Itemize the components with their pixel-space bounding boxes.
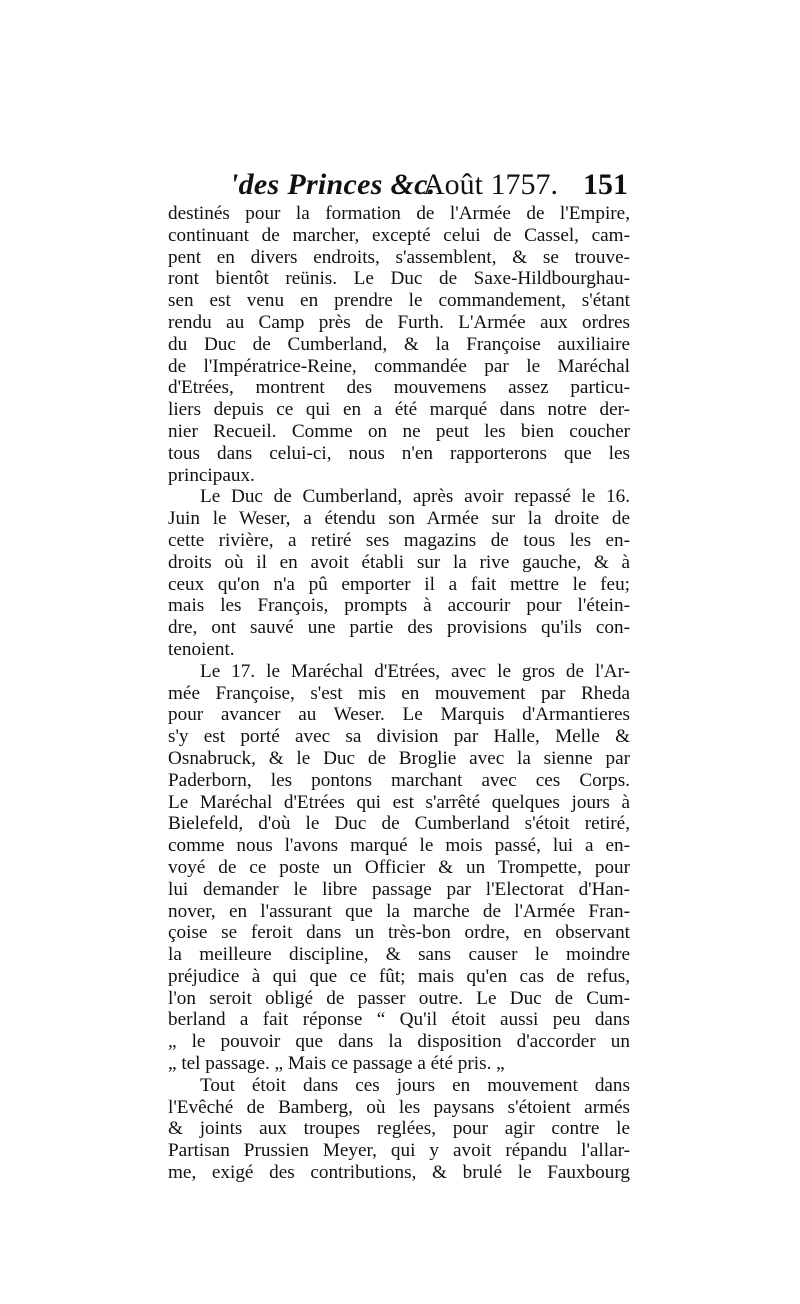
text-line: Tout étoit dans ces jours en mouvement dans (200, 1074, 630, 1096)
text-line: lui demander le libre passage par l'Electorat d'Han- (168, 878, 630, 900)
text-line: principaux. (168, 464, 255, 486)
text-line: Bielefeld, d'où le Duc de Cumberland s'étoit retiré, (168, 813, 630, 835)
text-line: Le Duc de Cumberland, après avoir repassé le 16. (200, 486, 630, 508)
text-line: liers depuis ce qui en a été marqué dans notre der- (168, 399, 630, 421)
text-line: dre, ont sauvé une partie des provisions qu'ils con- (168, 617, 630, 639)
text-line: nover, en l'assurant que la marche de l'Armée Fran- (168, 900, 630, 922)
page-number: 151 (583, 168, 628, 201)
text-line: ront bientôt reünis. Le Duc de Saxe-Hildbourghau- (168, 268, 630, 290)
text-line: pent en divers endroits, s'assemblent, & se trouve- (168, 246, 630, 268)
text-line: cette rivière, a retiré ses magazins de tous les en- (168, 529, 630, 551)
text-line: çoise se feroit dans un très-bon ordre, en observant (168, 922, 630, 944)
text-line: tenoient. (168, 638, 235, 660)
text-line: ceux qu'on n'a pû emporter il a fait mettre le feu; (168, 573, 630, 595)
text-line: berland a fait réponse “ Qu'il étoit aussi peu dans (168, 1009, 630, 1031)
running-title: 'des Princes &c. (230, 168, 436, 201)
text-line: Osnabruck, & le Duc de Broglie avec la sienne par (168, 747, 630, 769)
text-line: rendu au Camp près de Furth. L'Armée aux ordres (168, 311, 630, 333)
text-line: Le 17. le Maréchal d'Etrées, avec le gros de l'Ar- (200, 660, 630, 682)
text-line: la meilleure discipline, & sans causer le moindre (168, 944, 630, 966)
running-header (230, 168, 630, 204)
body-text (168, 203, 630, 1184)
text-line: nier Recueil. Comme on ne peut les bien coucher (168, 420, 630, 442)
text-line: du Duc de Cumberland, & la Françoise auxiliaire (168, 333, 630, 355)
text-line: Paderborn, les pontons marchant avec ces Corps. (168, 769, 630, 791)
text-line: d'Etrées, montrent des mouvemens assez particu- (168, 377, 630, 399)
text-line: l'Evêché de Bamberg, où les paysans s'étoient armés (168, 1096, 630, 1118)
text-line: mée Françoise, s'est mis en mouvement par Rheda (168, 682, 630, 704)
text-line: pour avancer au Weser. Le Marquis d'Armantieres (168, 704, 630, 726)
running-date: Août 1757. (423, 168, 558, 201)
text-line: de l'Impératrice-Reine, commandée par le Maréchal (168, 355, 630, 377)
text-line: tous dans celui-ci, nous n'en rapporterons que les (168, 442, 630, 464)
text-line: comme nous l'avons marqué le mois passé, lui a en- (168, 835, 630, 857)
text-line: s'y est porté avec sa division par Halle, Melle & (168, 726, 630, 748)
text-line: continuant de marcher, excepté celui de Cassel, cam- (168, 224, 630, 246)
text-line: „ le pouvoir que dans la disposition d'accorder un (168, 1031, 630, 1053)
text-line: préjudice à qui que ce fût; mais qu'en cas de refus, (168, 965, 630, 987)
text-line: mais les François, prompts à accourir pour l'étein- (168, 595, 630, 617)
text-line: sen est venu en prendre le commandement, s'étant (168, 290, 630, 312)
text-line: Le Maréchal d'Etrées qui est s'arrêté quelques jours à (168, 791, 630, 813)
text-line: & joints aux troupes reglées, pour agir contre le (168, 1118, 630, 1140)
text-line: voyé de ce poste un Officier & un Trompette, pour (168, 856, 630, 878)
text-line: droits où il en avoit établi sur la rive gauche, & à (168, 551, 630, 573)
text-line: Partisan Prussien Meyer, qui y avoit répandu l'allar- (168, 1140, 630, 1162)
text-line: l'on seroit obligé de passer outre. Le Duc de Cum- (168, 987, 630, 1009)
text-line: destinés pour la formation de l'Armée de l'Empire, (168, 203, 630, 224)
text-line: „ tel passage. „ Mais ce passage a été pris. „ (168, 1053, 505, 1075)
text-line: me, exigé des contributions, & brulé le Fauxbourg (168, 1162, 630, 1184)
text-line: Juin le Weser, a étendu son Armée sur la droite de (168, 508, 630, 530)
